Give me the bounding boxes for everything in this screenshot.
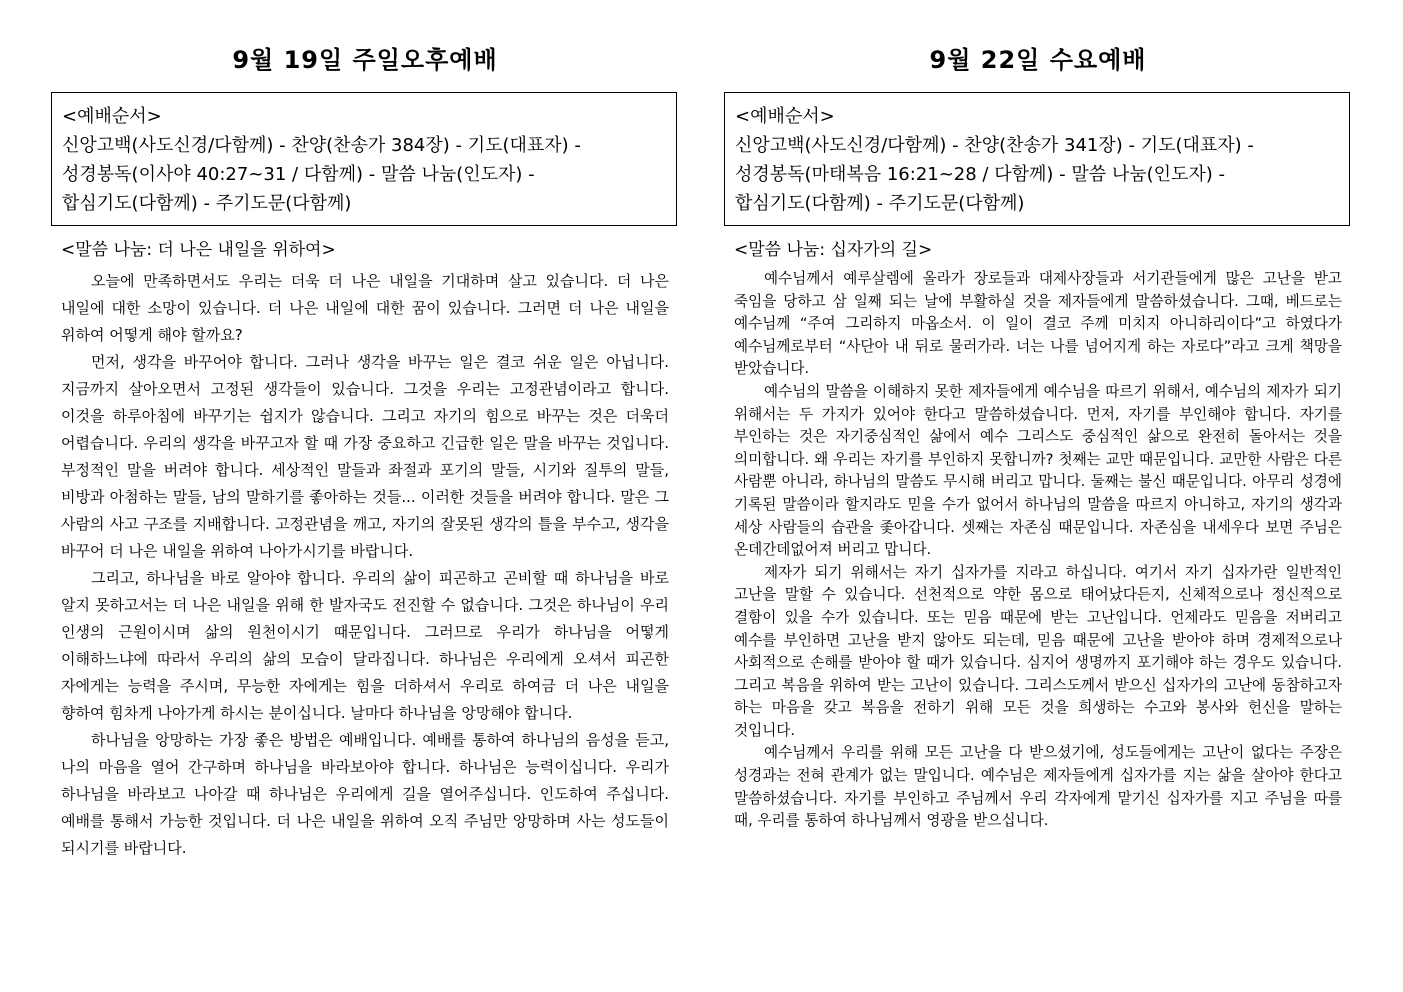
worship-order-line: 합심기도(다함께) - 주기도문(다함께) [735, 193, 1025, 214]
sermon-paragraph: 먼저, 생각을 바꾸어야 합니다. 그러나 생각을 바꾸는 일은 결코 쉬운 일은 아닙니다. 지금까지 살아오면서 고정된 생각들이 있습니다. 그것을 우리는 고정관념이라고 합니다. 이것을 하루아침에 바꾸기는 쉽지가 않습니다. 그리고 자기의 힘으로 바꾸는 것은 더욱더 어렵습니다. 우리의 생각을 바꾸고자 할 때 가장 중요하고 긴급한 일은 말을 바꾸는 것입니다. 부정적인 말을 버려야 합니다. 세상적인 말들과 좌절과 포기의 말들, 시기와 질투의 말들, 비방과 아첨하는 말들, 남의 말하기를 좋아하는 것들... 이러한 것들을 버려야 합니다. 말은 그 사람의 사고 구조를 지배합니다. 고정관념을 깨고, 자기의 잘못된 생각의 틀을 부수고, 생각을 바꾸어 더 나은 내일을 위하여 나아가시기를 바랍니다. [61, 353, 669, 560]
worship-order-box [724, 92, 1350, 226]
sermon-paragraph: 제자가 되기 위해서는 자기 십자가를 지라고 하십니다. 여기서 자기 십자가란 일반적인 고난을 말할 수 있습니다. 선천적으로 약한 몸으로 태어났다든지, 신체적으로나 정신적으로 결함이 있을 수가 있습니다. 또는 믿음 때문에 받는 고난입니다. 언제라도 믿음을 저버리고 예수를 부인하면 고난을 받지 않아도 되는데, 믿음 때문에 고난을 받아야 하며 경제적으로나 사회적으로 손해를 받아야 할 때가 있습니다. 심지어 생명까지 포기해야 하는 경우도 있습니다. 그리고 복음을 위하여 받는 고난이 있습니다. 그리스도께서 받으신 십자가의 고난에 동참하고자 하는 마음을 갖고 복음을 전하기 위해 모든 것을 희생하는 수고와 봉사와 헌신을 말하는 것입니다. [734, 563, 1342, 739]
sermon-paragraph: 예수님께서 우리를 위해 모든 고난을 다 받으셨기에, 성도들에게는 고난이 없다는 주장은 성경과는 전혀 관계가 없는 말입니다. 예수님은 제자들에게 십자가를 지는 삶을 살아야 한다고 말씀하셨습니다. 자기를 부인하고 주님께서 우리 각자에게 맡기신 십자가를 지고 주님을 따를 때, 우리를 통하여 하나님께서 영광을 받으십니다. [734, 744, 1342, 830]
worship-order-box [51, 92, 677, 226]
worship-order-heading: <예배순서> [62, 106, 162, 127]
sermon-paragraph: 오늘에 만족하면서도 우리는 더욱 더 나은 내일을 기대하며 살고 있습니다. 더 나은 내일에 대한 소망이 있습니다. 더 나은 내일에 대한 꿈이 있습니다. 그러면 더 나은 내일을 위하여 어떻게 해야 할까요? [61, 272, 669, 344]
left-column [51, 0, 679, 992]
worship-order-line: 신앙고백(사도신경/다함께) - 찬양(찬송가 341장) - 기도(대표자) - [735, 135, 1254, 156]
sermon-title: <말씀 나눔: 더 나은 내일을 위하여> [61, 240, 336, 260]
worship-order-line: 성경봉독(이사야 40:27~31 / 다함께) - 말씀 나눔(인도자) - [62, 164, 535, 185]
sermon-paragraph: 하나님을 앙망하는 가장 좋은 방법은 예배입니다. 예배를 통하여 하나님의 음성을 듣고, 나의 마음을 열어 간구하며 하나님을 바라보아야 합니다. 하나님은 능력이십니다. 우리가 하나님을 바라보고 나아갈 때 하나님은 우리에게 길을 열어주십니다. 인도하여 주십니다. 예배를 통해서 가능한 것입니다. 더 나은 내일을 위하여 오직 주님만 앙망하며 사는 성도들이 되시기를 바랍니다. [61, 731, 669, 857]
sermon-paragraph: 그리고, 하나님을 바로 알아야 합니다. 우리의 삶이 피곤하고 곤비할 때 하나님을 바로 알지 못하고서는 더 나은 내일을 위해 한 발자국도 전진할 수 없습니다. 그것은 하나님이 우리 인생의 근원이시며 삶의 원천이시기 때문입니다. 그러므로 우리가 하나님을 어떻게 이해하느냐에 따라서 우리의 삶의 모습이 달라집니다. 하나님은 우리에게 오셔서 피곤한 자에게는 능력을 주시며, 무능한 자에게는 힘을 더하셔서 우리로 하여금 더 나은 내일을 향하여 힘차게 나아가게 하시는 분이십니다. 날마다 하나님을 앙망해야 합니다. [61, 569, 669, 722]
worship-order-line: 성경봉독(마태복음 16:21~28 / 다함께) - 말씀 나눔(인도자) - [735, 164, 1226, 185]
sermon-section [61, 236, 669, 862]
right-column [724, 0, 1352, 992]
sermon-paragraph: 예수님의 말씀을 이해하지 못한 제자들에게 예수님을 따르기 위해서, 예수님의 제자가 되기 위해서는 두 가지가 있어야 한다고 말씀하셨습니다. 먼저, 자기를 부인해야 합니다. 자기를 부인하는 것은 자기중심적인 삶에서 예수 그리스도 중심적인 삶으로 완전히 돌아서는 것을 의미합니다. 왜 우리는 자기를 부인하지 못합니까? 첫째는 교만 때문입니다. 교만한 사람은 다른 사람뿐 아니라, 하나님의 말씀도 무시해 버리고 맙니다. 둘째는 불신 때문입니다. 아무리 성경에 기록된 말씀이라 할지라도 믿을 수가 없어서 하나님의 말씀을 따르지 아니하고, 자기의 생각과 세상 사람들의 습관을 좇아갑니다. 셋째는 자존심 때문입니다. 자존심을 내세우다 보면 주님은 온데간데없어져 버리고 맙니다. [734, 382, 1342, 559]
worship-order-heading: <예배순서> [735, 106, 835, 127]
sermon-section [734, 236, 1342, 833]
sermon-title: <말씀 나눔: 십자가의 길> [734, 240, 933, 260]
service-title: 9월 19일 주일오후예배 [232, 46, 498, 74]
worship-order-line: 합심기도(다함께) - 주기도문(다함께) [62, 193, 352, 214]
service-title: 9월 22일 수요예배 [929, 46, 1147, 74]
sermon-paragraph: 예수님께서 예루살렘에 올라가 장로들과 대제사장들과 서기관들에게 많은 고난을 받고 죽임을 당하고 삼 일째 되는 날에 부활하실 것을 제자들에게 말씀하셨습니다. 그때, 베드로는 예수님께 “주여 그리하지 마옵소서. 이 일이 결코 주께 미치지 아니하리이다”고 하였다가 예수님께로부터 “사단아 내 뒤로 물러가라. 너는 나를 넘어지게 하는 자로다”라고 크게 책망을 받았습니다. [734, 270, 1342, 378]
worship-order-line: 신앙고백(사도신경/다함께) - 찬양(찬송가 384장) - 기도(대표자) - [62, 135, 581, 156]
